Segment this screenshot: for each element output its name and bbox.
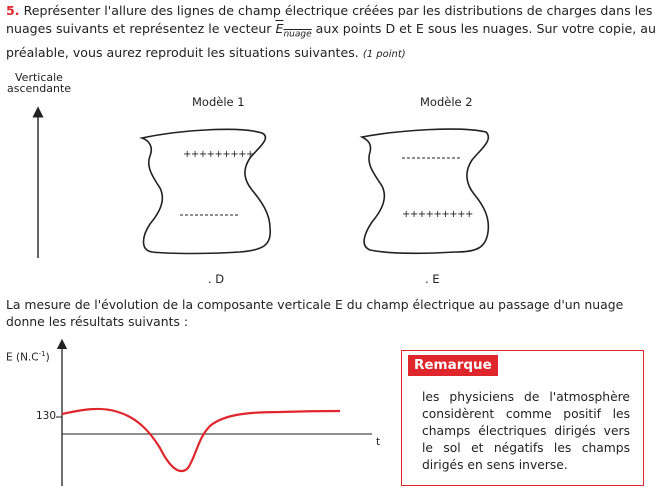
model2-title: Modèle 2 xyxy=(420,95,473,109)
axis-label-line1: Verticale xyxy=(15,71,63,84)
question-text-before: Représenter l'allure des lignes de champ électrique créées par les distributions de charges dans les nuages suivants et représentez le vecteur xyxy=(6,3,653,36)
remark-box xyxy=(401,350,644,486)
point-d: . D xyxy=(208,272,225,286)
remark-title: Remarque xyxy=(408,355,498,376)
chart-y-axis-label: E $(N.C^{-1})$ xyxy=(6,350,50,364)
remark-text: les physiciens de l'atmosphère considèrent comme positif les champs électriques dirigés vers le sol et négatifs les champs dirigés en sens inverse. xyxy=(422,390,630,472)
model1-title: Modèle 1 xyxy=(192,95,245,109)
question-points: (1 point) xyxy=(362,48,406,60)
chart-e-curve xyxy=(62,409,340,471)
chart-y-tick-130: 130 xyxy=(36,410,57,422)
question-number: 5. xyxy=(6,3,20,18)
model1-top-charges: +++++++++ xyxy=(183,149,254,160)
point-e: . E xyxy=(425,272,440,286)
question-text-after: aux points D et E sous les nuages. Sur votre copie, au préalable, vous aurez reproduit les situations suivantes. xyxy=(6,21,656,60)
chart-x-axis-label: t xyxy=(376,436,381,448)
cloud-model-2 xyxy=(362,129,488,253)
measurement-paragraph: La mesure de l'évolution de la composante verticale E du champ électrique au passage d'un nuage donne les résultats suivants : xyxy=(6,297,624,329)
cloud-model-1 xyxy=(142,129,270,253)
model2-bottom-charges: +++++++++ xyxy=(402,209,473,220)
axis-label-line2: ascendante xyxy=(7,82,72,95)
vector-e-nuage: $E_{nuage}$ xyxy=(275,21,312,40)
